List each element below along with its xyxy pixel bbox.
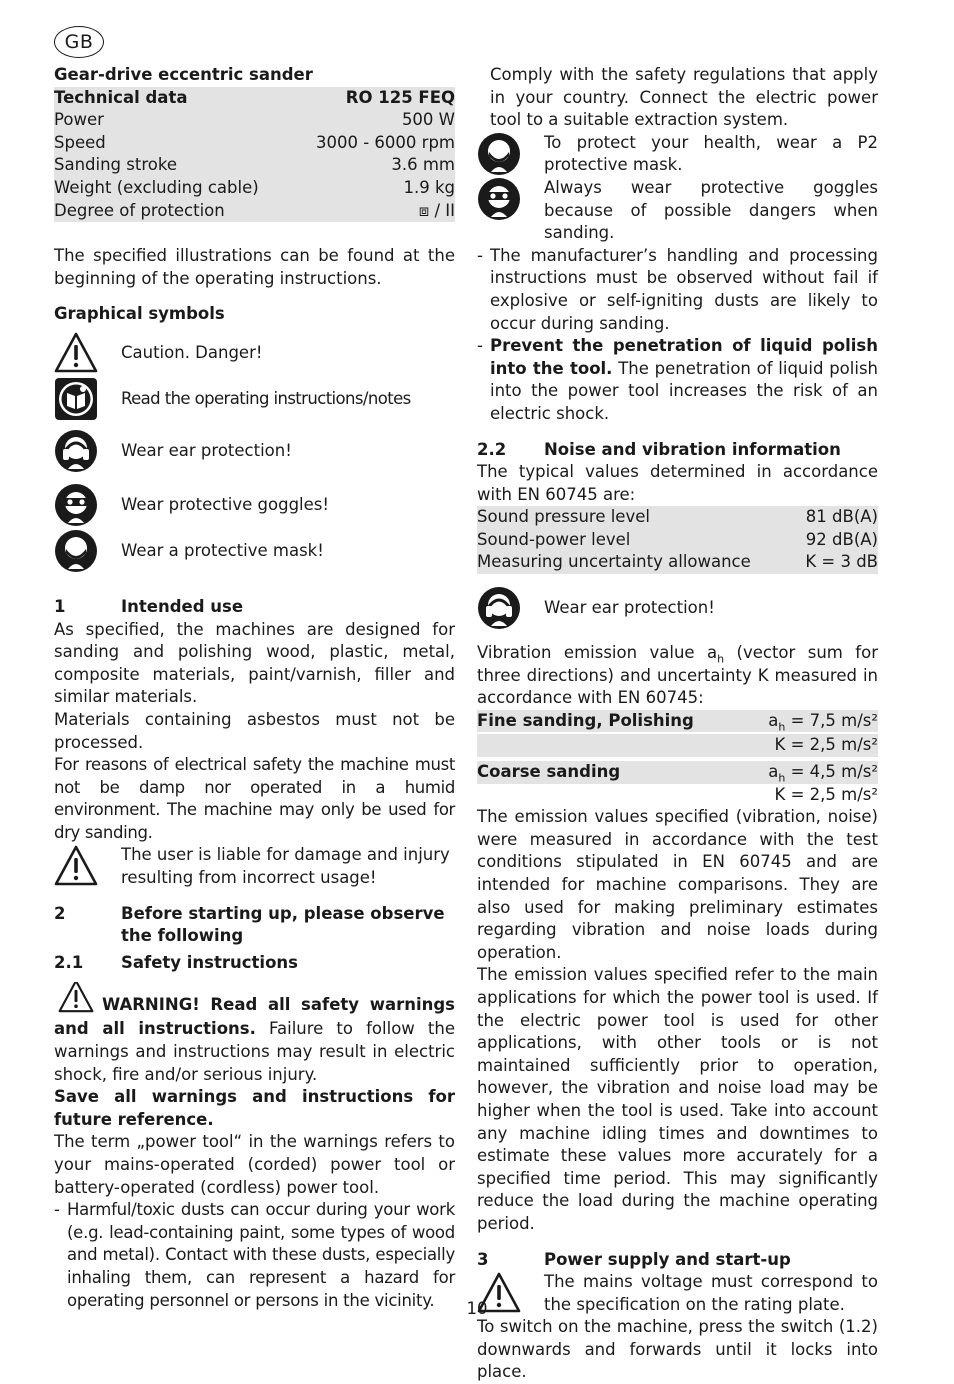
warning-rest: Failure to follow the warnings and instructions may result in electric shock, fire and/or serious injury. <box>54 1019 455 1084</box>
section-title: Power supply and start-up <box>544 1249 791 1269</box>
vib-a-sub: h <box>778 720 786 734</box>
polish-text <box>490 335 878 425</box>
list-item <box>54 482 455 528</box>
page-number: 10 <box>466 1299 488 1318</box>
noise-table <box>477 506 878 574</box>
vib-a-num: = 7,5 m/s² <box>785 710 878 730</box>
table-cell-value: K = 3 dB <box>805 552 878 572</box>
vib-intro-b: (vector sum for three directions) and uncertainty K measured in accordance with EN 60745: <box>477 643 878 708</box>
language-code: GB <box>64 30 94 53</box>
section-3-heading <box>477 1249 878 1272</box>
table-row <box>477 710 878 733</box>
list-item <box>54 428 455 474</box>
vib-a-num: = 4,5 m/s² <box>785 762 878 782</box>
symbol-label: Wear protective goggles! <box>121 494 329 514</box>
save-instructions: Save all warnings and instructions for future reference. <box>54 1087 455 1129</box>
dust-hazard-text: Harmful/toxic dusts can occur during your work (e.g. lead-containing paint, some types of wood and metal). Contact with these dusts, especially inhaling them, can represent a hazard for operating personnel or persons in the vicinity. <box>67 1200 455 1310</box>
liability-text: The user is liable for damage and injury resulting from incorrect usage! <box>121 845 450 888</box>
goggles-note-text: Always wear protective goggles because of possible dangers when sanding. <box>544 177 878 243</box>
section-title: Intended use <box>121 596 244 616</box>
section-2-heading <box>54 903 455 948</box>
table-cell-value: ⧈ / II <box>418 200 455 220</box>
vib-a-value <box>768 710 878 733</box>
table-row <box>54 132 455 155</box>
section-number: 1 <box>54 596 66 616</box>
intended-use-para: As specified, the machines are designed for sanding and polishing wood, plastic, metal, composite materials, paint/varnish, filler and similar materials. <box>54 619 455 707</box>
bullet-dash: - <box>477 336 483 356</box>
table-header-model: RO 125 FEQ <box>345 87 455 107</box>
read-manual-icon <box>54 377 98 421</box>
emission-para-1: The emission values specified (vibration, noise) were measured in accordance with the test conditions stipulated in EN 60745 and are intended for machine comparisons. They are also used for making preliminary estimates regarding vibration and noise loads during operation. <box>477 807 878 962</box>
vib-label: Fine sanding, Polishing <box>477 710 694 730</box>
table-row <box>54 109 455 132</box>
vib-a-sub: h <box>778 771 786 785</box>
mains-note-text: The mains voltage must correspond to the specification on the rating plate. <box>544 1272 878 1314</box>
ear-protection-icon <box>54 429 98 473</box>
table-row <box>477 506 878 529</box>
table-cell-value: 1.9 kg <box>403 177 455 197</box>
mask-note-text: To protect your health, wear a P2 protective mask. <box>544 132 878 175</box>
symbols-heading: Graphical symbols <box>54 304 225 324</box>
table-row <box>54 200 455 223</box>
comply-text: Comply with the safety regulations that apply in your country. Connect the electric power tool to a suitable extraction system. <box>490 65 878 130</box>
table-row <box>54 154 455 177</box>
vib-intro-sub: h <box>717 652 725 666</box>
list-item <box>477 335 878 425</box>
electrical-safety-para: For reasons of electrical safety the machine must not be damp nor operated in a humid environment. The machine may only be used for dry sanding. <box>54 755 455 842</box>
left-column <box>54 64 455 1312</box>
symbol-label: Wear a protective mask! <box>121 540 324 560</box>
list-item <box>54 376 455 422</box>
vib-k-value: K = 2,5 m/s² <box>774 735 878 755</box>
goggles-icon <box>54 483 98 527</box>
table-cell-value: 92 dB(A) <box>805 529 878 549</box>
section-number: 2.1 <box>54 952 84 972</box>
table-cell-value: 3.6 mm <box>391 155 455 175</box>
illustrations-note: The specified illustrations can be found at the beginning of the operating instructions. <box>54 246 455 288</box>
table-cell-label: Weight (excluding cable) <box>54 177 259 197</box>
list-item <box>477 64 878 132</box>
ear-note <box>477 586 878 630</box>
table-row <box>477 734 878 757</box>
table-cell-label: Sanding stroke <box>54 155 177 175</box>
table-row <box>54 177 455 200</box>
vib-a-prefix: a <box>768 710 779 730</box>
vib-intro-a: Vibration emission value a <box>477 643 718 663</box>
warning-bold: WARNING! Read all safety warnings and all instructions. <box>54 995 455 1039</box>
table-cell-label: Sound pressure level <box>477 507 650 527</box>
table-row <box>477 784 878 807</box>
bullet-dash: - <box>477 245 483 265</box>
vib-k-value: K = 2,5 m/s² <box>774 784 878 804</box>
table-cell-label: Power <box>54 110 104 130</box>
section-number: 2 <box>54 903 66 923</box>
warning-para <box>54 982 455 1086</box>
language-badge <box>54 26 104 58</box>
symbols-list <box>54 330 455 574</box>
list-item <box>54 1199 455 1312</box>
table-cell-label: Sound-power level <box>477 529 631 549</box>
section-2-2-heading <box>477 439 878 462</box>
mask-note <box>477 132 878 177</box>
goggles-icon <box>477 177 521 221</box>
section-title: Noise and vibration information <box>544 439 841 459</box>
section-title: Safety instructions <box>121 952 298 972</box>
table-cell-label: Degree of protection <box>54 200 225 220</box>
power-tool-term-para: The term „power tool“ in the warnings refers to your mains-operated (corded) power tool or battery-operated (cordless) power tool. <box>54 1132 455 1197</box>
product-title: Gear-drive eccentric sander <box>54 65 313 84</box>
section-2-1-heading <box>54 952 455 975</box>
table-cell-value: 81 dB(A) <box>805 507 878 527</box>
ear-protection-icon <box>477 586 521 630</box>
warning-triangle-icon <box>54 844 98 888</box>
emission-para-2: The emission values specified refer to the main applications for which the power tool is used. If the electric power tool is used for other applications, with other tools or is not maintained sufficiently prior to operation, however, the vibration and noise load may be higher when the tool is used. Take into account any machine idling times and downtimes to estimate these values more accurately for a specified time period. This may significantly reduce the load during the machine operating period. <box>477 965 878 1233</box>
table-header-label: Technical data <box>54 87 188 107</box>
vib-label: Coarse sanding <box>477 762 621 782</box>
symbol-label: Caution. Danger! <box>121 342 263 362</box>
bullet-dash: - <box>54 1200 60 1220</box>
vibration-intro <box>477 642 878 710</box>
manufacturer-text: The manufacturer’s handling and processing instructions must be observed without fail if explosive or self-igniting dusts are likely to occur during sanding. <box>490 245 878 333</box>
section-number: 2.2 <box>477 439 507 459</box>
right-column <box>477 64 878 1384</box>
vib-a-value <box>768 761 878 784</box>
table-cell-label: Measuring uncertainty allowance <box>477 552 751 572</box>
symbol-label: Read the operating instructions/notes <box>121 388 411 408</box>
table-cell-value: 500 W <box>401 110 455 130</box>
table-row <box>477 529 878 552</box>
warning-triangle-icon <box>54 331 98 375</box>
table-row <box>477 551 878 574</box>
tech-data-table <box>54 87 455 223</box>
list-item <box>54 330 455 376</box>
list-item <box>54 528 455 574</box>
goggles-note <box>477 177 878 245</box>
mask-icon <box>477 132 521 176</box>
section-number: 3 <box>477 1249 489 1269</box>
symbol-label: Wear ear protection! <box>121 440 292 460</box>
section-title: Before starting up, please observe the following <box>121 903 445 946</box>
table-cell-label: Speed <box>54 132 106 152</box>
liability-warning <box>54 844 455 889</box>
switch-on-para: To switch on the machine, press the switch (1.2) downwards and forwards until it locks into place. <box>477 1317 878 1382</box>
list-item <box>477 245 878 335</box>
noise-intro: The typical values determined in accordance with EN 60745 are: <box>477 462 878 504</box>
table-row <box>477 761 878 784</box>
mask-icon <box>54 529 98 573</box>
polish-rest: The penetration of liquid polish into the power tool increases the risk of an electric shock. <box>490 358 878 423</box>
vibration-table <box>477 710 878 806</box>
warning-triangle-icon <box>54 982 98 1018</box>
table-cell-value: 3000 - 6000 rpm <box>315 132 455 152</box>
vib-a-prefix: a <box>768 762 779 782</box>
asbestos-para: Materials containing asbestos must not be processed. <box>54 709 455 752</box>
polish-bold: Prevent the penetration of liquid polish into the tool. <box>490 336 878 378</box>
section-1-heading <box>54 596 455 619</box>
table-header-row <box>54 87 455 110</box>
ear-note-text: Wear ear protection! <box>544 597 715 617</box>
